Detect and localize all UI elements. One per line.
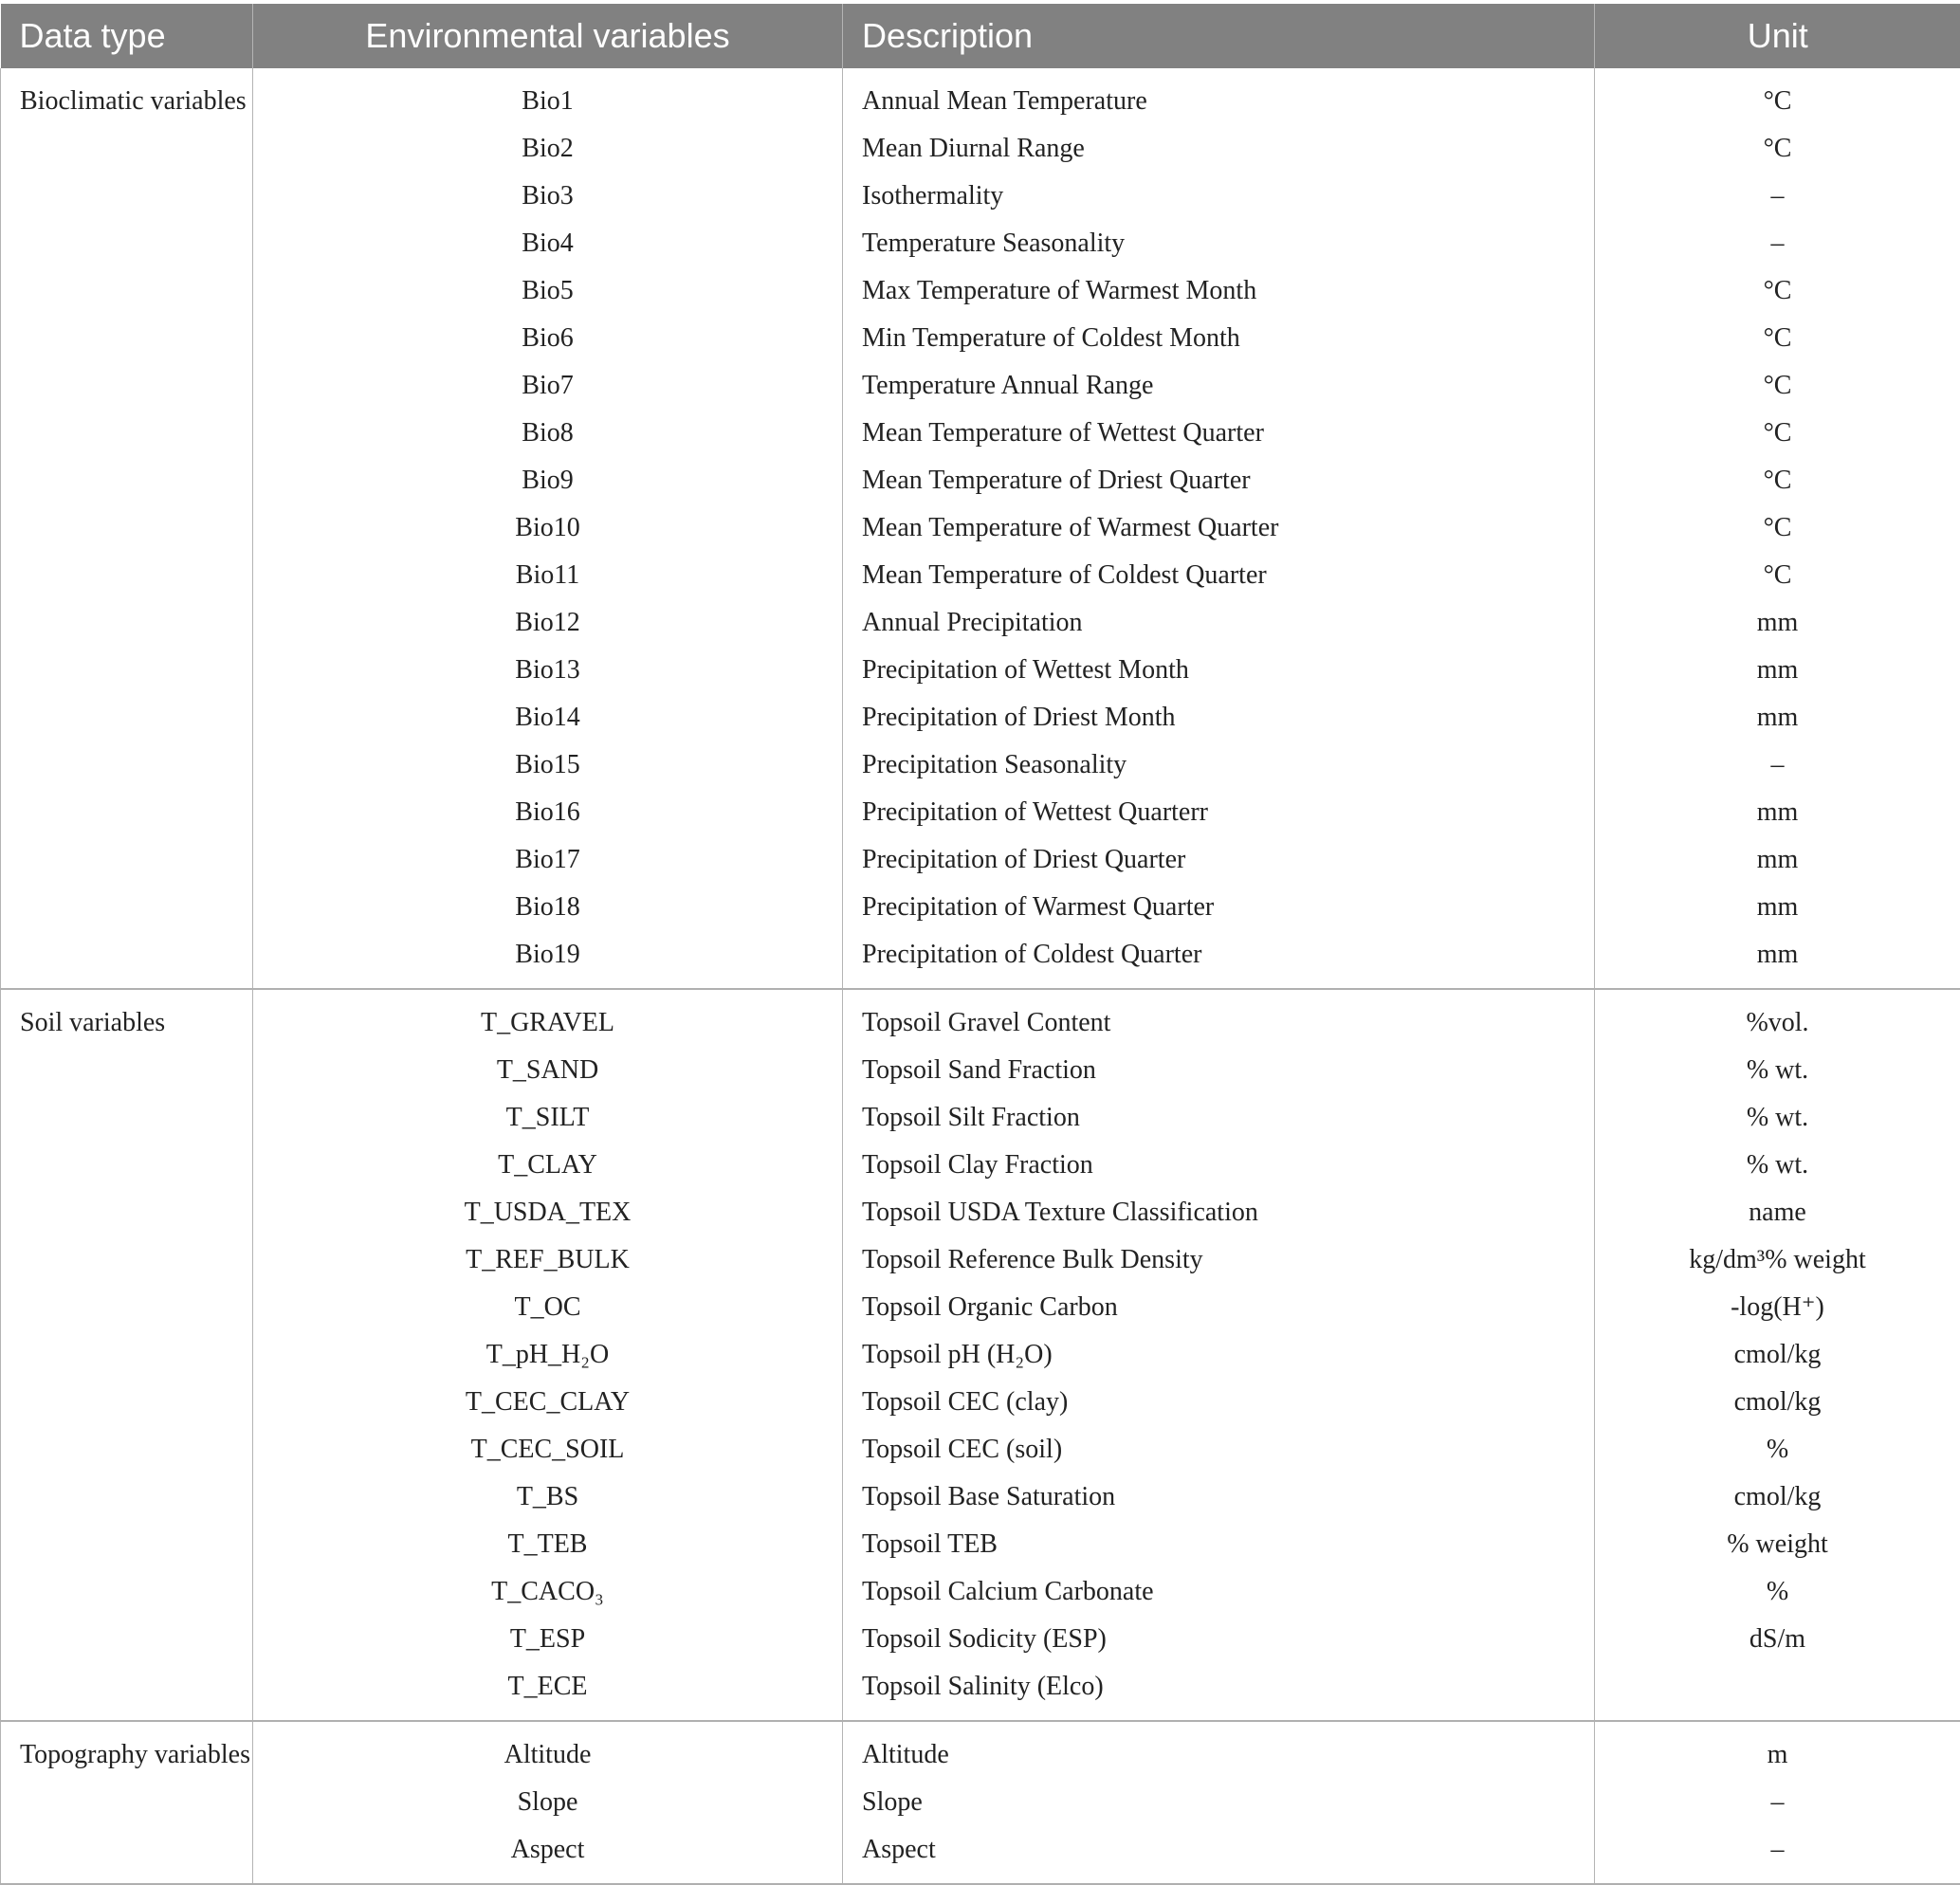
unit-cell: mm xyxy=(1595,789,1960,836)
description-cell: Mean Temperature of Coldest Quarter xyxy=(843,552,1595,599)
unit-cell: cmol/kg xyxy=(1595,1331,1960,1379)
description-cell: Topsoil Silt Fraction xyxy=(843,1094,1595,1142)
variable-cell: T_ECE xyxy=(253,1663,843,1721)
table-row xyxy=(1,267,1960,315)
table-row xyxy=(1,1663,1960,1721)
variable-cell: Bio2 xyxy=(253,125,843,173)
table-row xyxy=(1,741,1960,789)
table-row xyxy=(1,220,1960,267)
table-row xyxy=(1,1568,1960,1616)
variable-cell: T_CEC_CLAY xyxy=(253,1379,843,1426)
unit-cell: % wt. xyxy=(1595,1047,1960,1094)
variable-cell: Bio4 xyxy=(253,220,843,267)
data-type-cell: Soil variables xyxy=(1,989,253,1721)
table-row xyxy=(1,1379,1960,1426)
unit-cell: mm xyxy=(1595,884,1960,931)
table-row xyxy=(1,1047,1960,1094)
unit-cell: -log(H⁺) xyxy=(1595,1284,1960,1331)
description-cell: Mean Temperature of Driest Quarter xyxy=(843,457,1595,504)
unit-cell: – xyxy=(1595,1826,1960,1884)
unit-cell: %vol. xyxy=(1595,989,1960,1047)
unit-cell: °C xyxy=(1595,504,1960,552)
variable-cell: Bio5 xyxy=(253,267,843,315)
table-row xyxy=(1,68,1960,125)
table-row xyxy=(1,1331,1960,1379)
variable-cell: T_REF_BULK xyxy=(253,1236,843,1284)
description-cell: Precipitation of Wettest Quarterr xyxy=(843,789,1595,836)
description-cell: Topsoil Calcium Carbonate xyxy=(843,1568,1595,1616)
table-row xyxy=(1,1473,1960,1521)
unit-cell: °C xyxy=(1595,315,1960,362)
table-row xyxy=(1,410,1960,457)
description-cell: Topsoil Salinity (Elco) xyxy=(843,1663,1595,1721)
description-cell: Isothermality xyxy=(843,173,1595,220)
table-row xyxy=(1,457,1960,504)
unit-cell: – xyxy=(1595,220,1960,267)
description-cell: Max Temperature of Warmest Month xyxy=(843,267,1595,315)
variable-cell: Bio17 xyxy=(253,836,843,884)
unit-cell: dS/m xyxy=(1595,1616,1960,1663)
unit-cell: °C xyxy=(1595,362,1960,410)
unit-cell: °C xyxy=(1595,267,1960,315)
unit-cell: kg/dm³% weight xyxy=(1595,1236,1960,1284)
description-cell: Temperature Seasonality xyxy=(843,220,1595,267)
variable-cell: Bio8 xyxy=(253,410,843,457)
unit-cell: °C xyxy=(1595,125,1960,173)
table-row xyxy=(1,789,1960,836)
unit-cell: °C xyxy=(1595,410,1960,457)
description-cell: Topsoil Base Saturation xyxy=(843,1473,1595,1521)
description-cell: Topsoil CEC (clay) xyxy=(843,1379,1595,1426)
table-row xyxy=(1,315,1960,362)
table-row xyxy=(1,125,1960,173)
variable-cell: Bio6 xyxy=(253,315,843,362)
description-cell: Min Temperature of Coldest Month xyxy=(843,315,1595,362)
description-cell: Altitude xyxy=(843,1721,1595,1779)
table-row xyxy=(1,884,1960,931)
table-row xyxy=(1,1284,1960,1331)
unit-cell: mm xyxy=(1595,599,1960,647)
unit-cell: °C xyxy=(1595,457,1960,504)
variable-cell: T_pH_H₂O xyxy=(253,1331,843,1379)
description-cell: Topsoil Gravel Content xyxy=(843,989,1595,1047)
variable-cell: T_GRAVEL xyxy=(253,989,843,1047)
variable-cell: Bio15 xyxy=(253,741,843,789)
unit-cell: mm xyxy=(1595,694,1960,741)
table-row xyxy=(1,173,1960,220)
variable-cell: Aspect xyxy=(253,1826,843,1884)
unit-cell: % xyxy=(1595,1568,1960,1616)
unit-cell: m xyxy=(1595,1721,1960,1779)
table-row xyxy=(1,836,1960,884)
description-cell: Precipitation of Coldest Quarter xyxy=(843,931,1595,989)
description-cell: Precipitation of Driest Quarter xyxy=(843,836,1595,884)
header-environmental-variables: Environmental variables xyxy=(253,4,843,68)
variable-cell: T_ESP xyxy=(253,1616,843,1663)
table-row xyxy=(1,1826,1960,1884)
description-cell: Slope xyxy=(843,1779,1595,1826)
table-header xyxy=(1,4,1960,68)
variable-cell: Bio3 xyxy=(253,173,843,220)
unit-cell: % wt. xyxy=(1595,1142,1960,1189)
unit-cell: cmol/kg xyxy=(1595,1379,1960,1426)
description-cell: Precipitation of Warmest Quarter xyxy=(843,884,1595,931)
variable-cell: Bio16 xyxy=(253,789,843,836)
description-cell: Topsoil Sand Fraction xyxy=(843,1047,1595,1094)
unit-cell: % weight xyxy=(1595,1521,1960,1568)
variable-cell: T_BS xyxy=(253,1473,843,1521)
variable-cell: T_CACO₃ xyxy=(253,1568,843,1616)
description-cell: Topsoil Reference Bulk Density xyxy=(843,1236,1595,1284)
variable-cell: Bio10 xyxy=(253,504,843,552)
description-cell: Topsoil CEC (soil) xyxy=(843,1426,1595,1473)
unit-cell: °C xyxy=(1595,68,1960,125)
description-cell: Annual Mean Temperature xyxy=(843,68,1595,125)
description-cell: Topsoil pH (H₂O) xyxy=(843,1331,1595,1379)
table-row xyxy=(1,694,1960,741)
table-row xyxy=(1,1779,1960,1826)
description-cell: Aspect xyxy=(843,1826,1595,1884)
table-row xyxy=(1,1094,1960,1142)
variable-cell: T_SILT xyxy=(253,1094,843,1142)
unit-cell: °C xyxy=(1595,552,1960,599)
variable-cell: Bio19 xyxy=(253,931,843,989)
header-description: Description xyxy=(843,4,1595,68)
unit-cell: name xyxy=(1595,1189,1960,1236)
unit-cell: – xyxy=(1595,173,1960,220)
description-cell: Topsoil USDA Texture Classification xyxy=(843,1189,1595,1236)
table-row xyxy=(1,362,1960,410)
unit-cell: mm xyxy=(1595,836,1960,884)
description-cell: Topsoil TEB xyxy=(843,1521,1595,1568)
description-cell: Topsoil Sodicity (ESP) xyxy=(843,1616,1595,1663)
variable-cell: T_OC xyxy=(253,1284,843,1331)
unit-cell: cmol/kg xyxy=(1595,1473,1960,1521)
unit-cell: % xyxy=(1595,1426,1960,1473)
variable-cell: Bio14 xyxy=(253,694,843,741)
variable-cell: Altitude xyxy=(253,1721,843,1779)
variable-cell: Bio11 xyxy=(253,552,843,599)
variable-cell: Bio1 xyxy=(253,68,843,125)
variable-cell: Bio13 xyxy=(253,647,843,694)
variable-cell: Bio12 xyxy=(253,599,843,647)
variable-cell: T_CEC_SOIL xyxy=(253,1426,843,1473)
table-row xyxy=(1,1236,1960,1284)
variable-cell: T_SAND xyxy=(253,1047,843,1094)
table-body xyxy=(1,68,1960,1884)
description-cell: Precipitation Seasonality xyxy=(843,741,1595,789)
variable-cell: Bio18 xyxy=(253,884,843,931)
header-data-type: Data type xyxy=(1,4,253,68)
table-row xyxy=(1,1142,1960,1189)
table-row xyxy=(1,599,1960,647)
description-cell: Temperature Annual Range xyxy=(843,362,1595,410)
table-row xyxy=(1,931,1960,989)
description-cell: Annual Precipitation xyxy=(843,599,1595,647)
description-cell: Topsoil Clay Fraction xyxy=(843,1142,1595,1189)
header-unit: Unit xyxy=(1595,4,1960,68)
unit-cell: mm xyxy=(1595,931,1960,989)
table-row xyxy=(1,1189,1960,1236)
description-cell: Topsoil Organic Carbon xyxy=(843,1284,1595,1331)
description-cell: Mean Temperature of Wettest Quarter xyxy=(843,410,1595,457)
table-row xyxy=(1,552,1960,599)
description-cell: Precipitation of Wettest Month xyxy=(843,647,1595,694)
header-row xyxy=(1,4,1960,68)
unit-cell: – xyxy=(1595,1779,1960,1826)
unit-cell: – xyxy=(1595,741,1960,789)
data-type-cell: Bioclimatic variables xyxy=(1,68,253,989)
data-type-cell: Topography variables xyxy=(1,1721,253,1884)
table-row xyxy=(1,1521,1960,1568)
table-row xyxy=(1,1426,1960,1473)
variable-cell: T_CLAY xyxy=(253,1142,843,1189)
description-cell: Mean Diurnal Range xyxy=(843,125,1595,173)
table-row xyxy=(1,1721,1960,1779)
unit-cell xyxy=(1595,1663,1960,1721)
table-row xyxy=(1,989,1960,1047)
variable-cell: T_USDA_TEX xyxy=(253,1189,843,1236)
environmental-variables-table xyxy=(0,4,1960,1885)
variable-cell: T_TEB xyxy=(253,1521,843,1568)
variable-cell: Bio9 xyxy=(253,457,843,504)
description-cell: Precipitation of Driest Month xyxy=(843,694,1595,741)
description-cell: Mean Temperature of Warmest Quarter xyxy=(843,504,1595,552)
table-row xyxy=(1,647,1960,694)
table-row xyxy=(1,1616,1960,1663)
variable-cell: Slope xyxy=(253,1779,843,1826)
unit-cell: % wt. xyxy=(1595,1094,1960,1142)
variable-cell: Bio7 xyxy=(253,362,843,410)
table-row xyxy=(1,504,1960,552)
unit-cell: mm xyxy=(1595,647,1960,694)
